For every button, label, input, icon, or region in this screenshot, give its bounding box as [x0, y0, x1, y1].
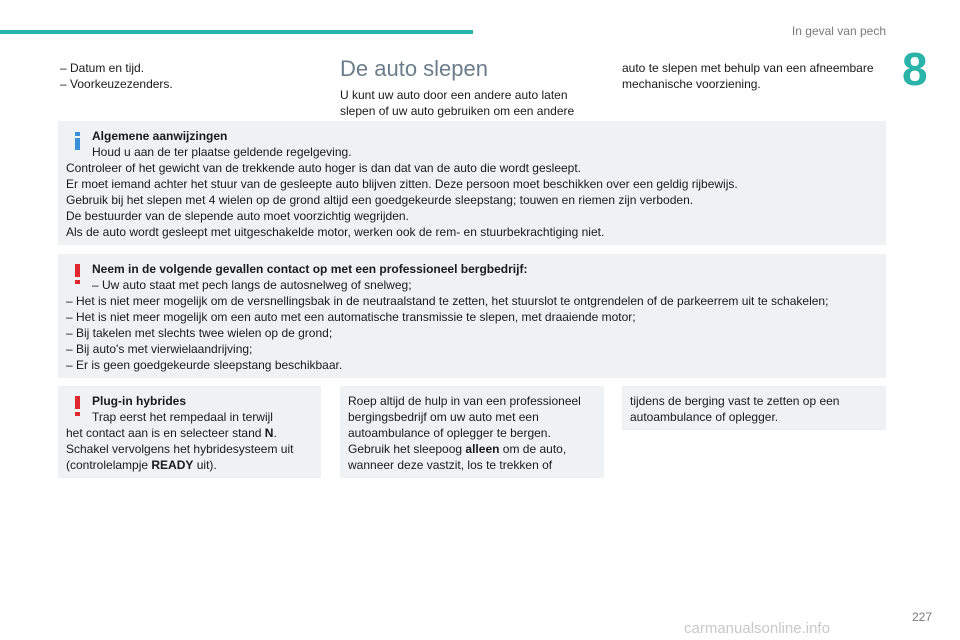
- plugin-line: het contact aan is en selecteer stand N.: [66, 426, 277, 440]
- recovery-line: tijdens de berging vast te zetten op een: [630, 394, 840, 408]
- intro-line: slepen of uw auto gebruiken om een andere: [340, 104, 575, 118]
- list-item: – Voorkeuzezenders.: [60, 77, 173, 91]
- info-line: De bestuurder van de slepende auto moet voorzichtig wegrijden.: [66, 209, 409, 223]
- recovery-line: bergingsbedrijf om uw auto met een: [348, 410, 539, 424]
- intro-line: U kunt uw auto door een andere auto laten: [340, 88, 568, 102]
- page-number: 227: [911, 610, 932, 624]
- column-1-list: [60, 60, 173, 92]
- recovery-box-continued: [622, 386, 886, 430]
- warning-box-plugin-hybrid: [58, 386, 321, 478]
- warning-icon: [75, 396, 80, 416]
- watermark: carmanualsonline.info: [684, 620, 830, 637]
- info-line: Gebruik bij het slepen met 4 wielen op de grond altijd een goedgekeurde sleepstang; touwen en riemen zijn verboden.: [66, 193, 694, 207]
- info-line: Er moet iemand achter het stuur van de gesleepte auto blijven zitten. Deze persoon moet beschikken over een geldig rijbewijs.: [66, 177, 738, 191]
- warning-icon: [75, 264, 80, 284]
- chapter-number: 8: [902, 43, 928, 95]
- list-item: – Datum en tijd.: [60, 61, 145, 75]
- plugin-box-title: Plug-in hybrides: [92, 394, 187, 408]
- plugin-line: (controlelampje READY uit).: [66, 458, 217, 472]
- header-accent-bar: [0, 30, 473, 34]
- recovery-line: autoambulance of oplegger.: [630, 410, 779, 424]
- recovery-line: wanneer deze vastzit, los te trekken of: [348, 458, 553, 472]
- warning-line: – Uw auto staat met pech langs de autosnelweg of snelweg;: [92, 278, 412, 292]
- column-3-text: [622, 60, 874, 92]
- recovery-line: autoambulance of oplegger te bergen.: [348, 426, 551, 440]
- warning-line: – Bij auto's met vierwielaandrijving;: [66, 342, 253, 356]
- warning-box-title: Neem in de volgende gevallen contact op met een professioneel bergbedrijf:: [92, 262, 528, 276]
- text-line: auto te slepen met behulp van een afneembare: [622, 61, 874, 75]
- warning-line: – Er is geen goedgekeurde sleepstang beschikbaar.: [66, 358, 343, 372]
- info-line: Controleer of het gewicht van de trekkende auto hoger is dan dat van de auto die wordt gesleept.: [66, 161, 582, 175]
- info-box-general: [58, 121, 886, 245]
- plugin-line: Trap eerst het rempedaal in terwijl: [92, 410, 273, 424]
- info-box-title: Algemene aanwijzingen: [92, 129, 228, 143]
- plugin-line: Schakel vervolgens het hybridesysteem uit: [66, 442, 294, 456]
- warning-line: – Het is niet meer mogelijk om de versnellingsbak in de neutraalstand te zetten, het stuurslot te ontgrendelen of de parkeerrem uit te schakelen;: [66, 294, 829, 308]
- warning-line: – Het is niet meer mogelijk om een auto met een automatische transmissie te slepen, met draaiende motor;: [66, 310, 636, 324]
- info-line: Als de auto wordt gesleept met uitgeschakelde motor, werken ook de rem- en stuurbekrachtiging niet.: [66, 225, 605, 239]
- warning-line: – Bij takelen met slechts twee wielen op de grond;: [66, 326, 333, 340]
- text-line: mechanische voorziening.: [622, 77, 761, 91]
- info-line: Houd u aan de ter plaatse geldende regelgeving.: [92, 145, 352, 159]
- info-icon: [75, 132, 80, 148]
- page-title: De auto slepen: [340, 56, 488, 81]
- column-2-intro: [340, 87, 574, 119]
- recovery-line: Gebruik het sleepoog alleen om de auto,: [348, 442, 567, 456]
- recovery-box: [340, 386, 604, 478]
- warning-box-recovery: [58, 254, 886, 378]
- recovery-line: Roep altijd de hulp in van een professioneel: [348, 394, 581, 408]
- section-title: In geval van pech: [791, 24, 886, 38]
